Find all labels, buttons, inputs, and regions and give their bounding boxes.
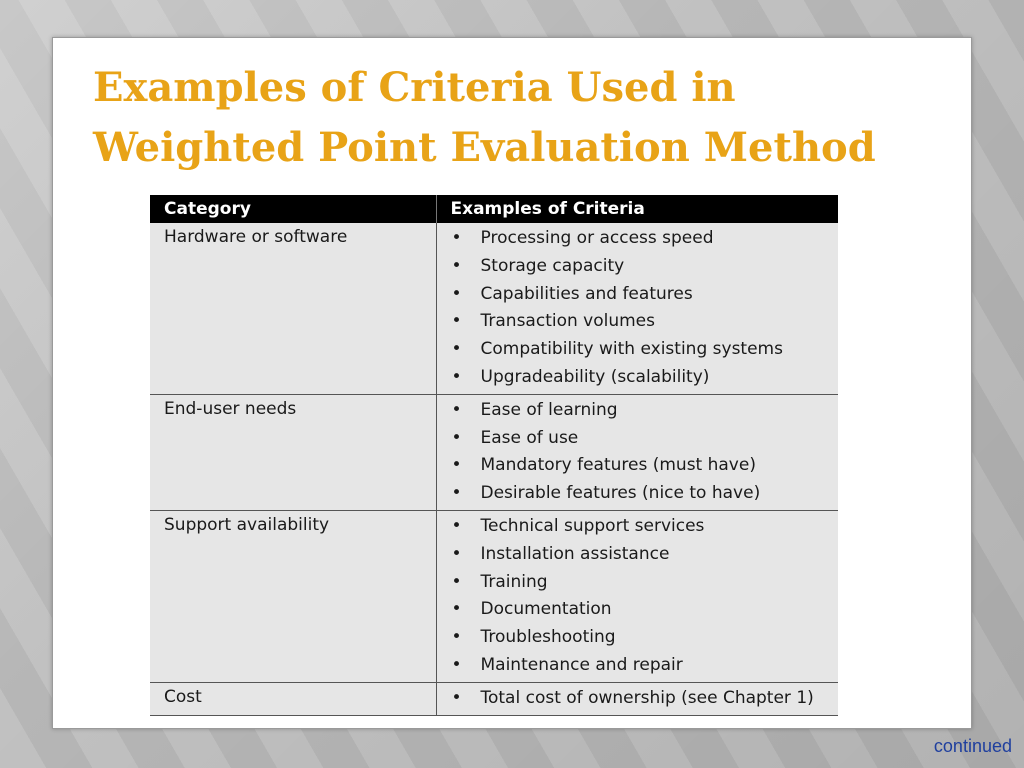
list-item [449, 596, 839, 624]
list-item [449, 397, 839, 425]
category-cell: End-user needs [150, 394, 436, 510]
list-item [449, 225, 839, 253]
table-header-row [150, 195, 838, 223]
bullet-icon: • [451, 543, 462, 564]
bullet-icon: • [451, 339, 462, 360]
criteria-cell [436, 223, 838, 394]
list-item [449, 364, 839, 392]
bullet-icon: • [451, 571, 462, 592]
bullet-icon: • [451, 627, 462, 648]
criteria-text: Technical support services [480, 515, 705, 536]
criteria-table [150, 195, 838, 716]
criteria-text: Mandatory features (must have) [480, 455, 756, 476]
criteria-list [449, 685, 839, 713]
criteria-text: Processing or access speed [480, 228, 714, 248]
criteria-text: Maintenance and repair [480, 654, 683, 675]
list-item [449, 308, 839, 336]
category-cell: Support availability [150, 510, 436, 682]
slide-panel [52, 37, 972, 729]
list-item [449, 452, 839, 480]
criteria-text: Documentation [480, 599, 612, 620]
bullet-icon: • [451, 599, 462, 620]
bullet-icon: • [451, 455, 462, 476]
list-item [449, 336, 839, 364]
criteria-text: Storage capacity [480, 255, 625, 276]
bullet-icon: • [451, 687, 462, 708]
bullet-icon: • [451, 228, 462, 248]
list-item [449, 569, 839, 597]
criteria-cell [436, 682, 838, 715]
bullet-icon: • [451, 311, 462, 332]
criteria-list [449, 397, 839, 508]
list-item [449, 513, 839, 541]
bullet-icon: • [451, 515, 462, 536]
table-row [150, 510, 838, 682]
bullet-icon: • [451, 255, 462, 276]
table-row [150, 394, 838, 510]
bullet-icon: • [451, 427, 462, 448]
list-item [449, 253, 839, 281]
criteria-list [449, 513, 839, 680]
criteria-text: Transaction volumes [480, 311, 655, 332]
list-item [449, 652, 839, 680]
column-header-criteria: Examples of Criteria [436, 195, 838, 223]
table-body [150, 223, 838, 715]
slide-title-line-2: Weighted Point Evaluation Method [93, 124, 876, 171]
table-row [150, 682, 838, 715]
bullet-icon: • [451, 366, 462, 387]
category-cell: Cost [150, 682, 436, 715]
category-cell: Hardware or software [150, 223, 436, 394]
bullet-icon: • [451, 483, 462, 504]
bullet-icon: • [451, 283, 462, 304]
criteria-text: Total cost of ownership (see Chapter 1) [480, 687, 814, 708]
list-item [449, 281, 839, 309]
list-item [449, 541, 839, 569]
criteria-text: Troubleshooting [480, 627, 616, 648]
bullet-icon: • [451, 654, 462, 675]
slide-title-line-1: Examples of Criteria Used in [93, 64, 736, 111]
slide-title [93, 58, 953, 178]
criteria-text: Training [480, 571, 548, 592]
criteria-cell [436, 510, 838, 682]
criteria-text: Upgradeability (scalability) [480, 366, 710, 387]
table-row [150, 223, 838, 394]
criteria-list [449, 225, 839, 392]
criteria-text: Ease of use [480, 427, 579, 448]
list-item [449, 480, 839, 508]
continued-label: continued [933, 736, 1012, 756]
list-item [449, 624, 839, 652]
criteria-text: Installation assistance [480, 543, 670, 564]
bullet-icon: • [451, 399, 462, 420]
criteria-text: Ease of learning [480, 399, 618, 420]
criteria-text: Capabilities and features [480, 283, 693, 304]
criteria-cell [436, 394, 838, 510]
list-item [449, 425, 839, 453]
criteria-text: Desirable features (nice to have) [480, 483, 761, 504]
criteria-text: Compatibility with existing systems [480, 339, 783, 360]
column-header-category: Category [150, 195, 436, 223]
list-item [449, 685, 839, 713]
